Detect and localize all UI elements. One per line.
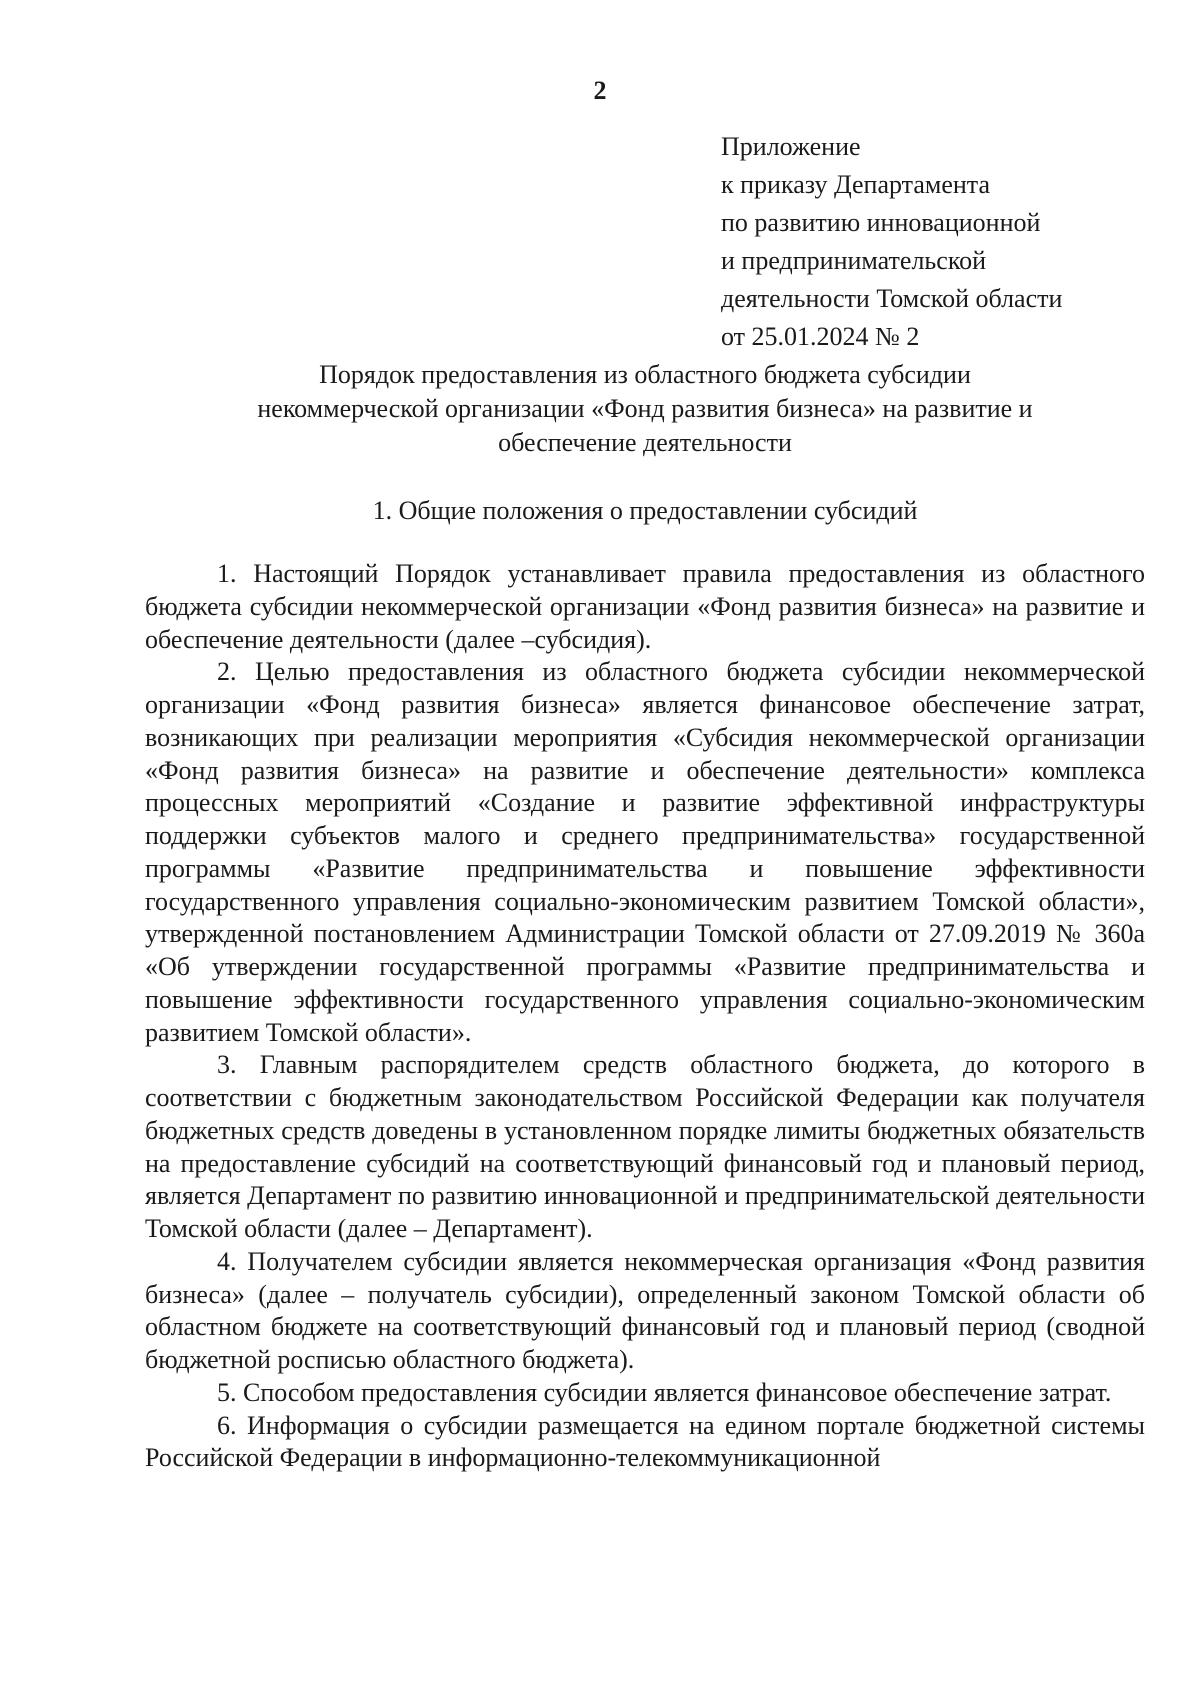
paragraph-6: 6. Информация о субсидии размещается на едином портале бюджетной системы Российской Федерации в информационно-телекоммуникационной: [145, 1410, 1145, 1473]
appendix-line: Приложение: [721, 132, 861, 161]
document-title: [145, 358, 1145, 460]
paragraph-4: 4. Получателем субсидии является некоммерческая организация «Фонд развития бизнеса» (далее – получатель субсидии), определенный законом Томской области об областном бюджете на соответствующий финансовый год и плановый период (сводной бюджетной росписью областного бюджета).: [145, 1246, 1145, 1374]
section-heading: 1. Общие положения о предоставлении субсидий: [372, 496, 918, 525]
title-line: некоммерческой организации «Фонд развития бизнеса» на развитие и: [257, 394, 1033, 423]
appendix-line: и предпринимательской: [721, 246, 987, 275]
appendix-block: [721, 128, 1161, 356]
appendix-line: от 25.01.2024 № 2: [721, 322, 920, 351]
body-text: [145, 558, 1145, 1475]
paragraph-1: 1. Настоящий Порядок устанавливает правила предоставления из областного бюджета субсидии некоммерческой организации «Фонд развития бизнеса» на развитие и обеспечение деятельности (далее –субсидия).: [145, 559, 1145, 654]
paragraph-3: 3. Главным распорядителем средств областного бюджета, до которого в соответствии с бюджетным законодательством Российской Федерации как получателя бюджетных средств доведены в установленном порядке лимиты бюджетных обязательств на предоставление субсидий на соответствующий финансовый год и плановый период, является Департамент по развитию инновационной и предпринимательской деятельности Томской области (далее – Департамент).: [145, 1050, 1145, 1243]
page-number: 2: [593, 76, 607, 105]
appendix-line: к приказу Департамента: [721, 170, 991, 199]
appendix-line: по развитию инновационной: [721, 208, 1041, 237]
appendix-line: деятельности Томской области: [721, 284, 1063, 313]
title-line: обеспечение деятельности: [498, 428, 792, 457]
paragraph-5: 5. Способом предоставления субсидии является финансовое обеспечение затрат.: [217, 1377, 1112, 1407]
title-line: Порядок предоставления из областного бюджета субсидии: [319, 360, 971, 389]
paragraph-2: 2. Целью предоставления из областного бюджета субсидии некоммерческой организации «Фонд развития бизнеса» является финансовое обеспечение затрат, возникающих при реализации мероприятия «Субсидия некоммерческой организации «Фонд развития бизнеса» на развитие и обеспечение деятельности» комплекса процессных мероприятий «Создание и развитие эффективной инфраструктуры поддержки субъектов малого и среднего предпринимательства» государственной программы «Развитие предпринимательства и повышение эффективности государственного управления социально-экономическим развитием Томской области», утвержденной постановлением Администрации Томской области от 27.09.2019 № 360а «Об утверждении государственной программы «Развитие предпринимательства и повышение эффективности государственного управления социально-экономическим развитием Томской области».: [145, 657, 1145, 1047]
